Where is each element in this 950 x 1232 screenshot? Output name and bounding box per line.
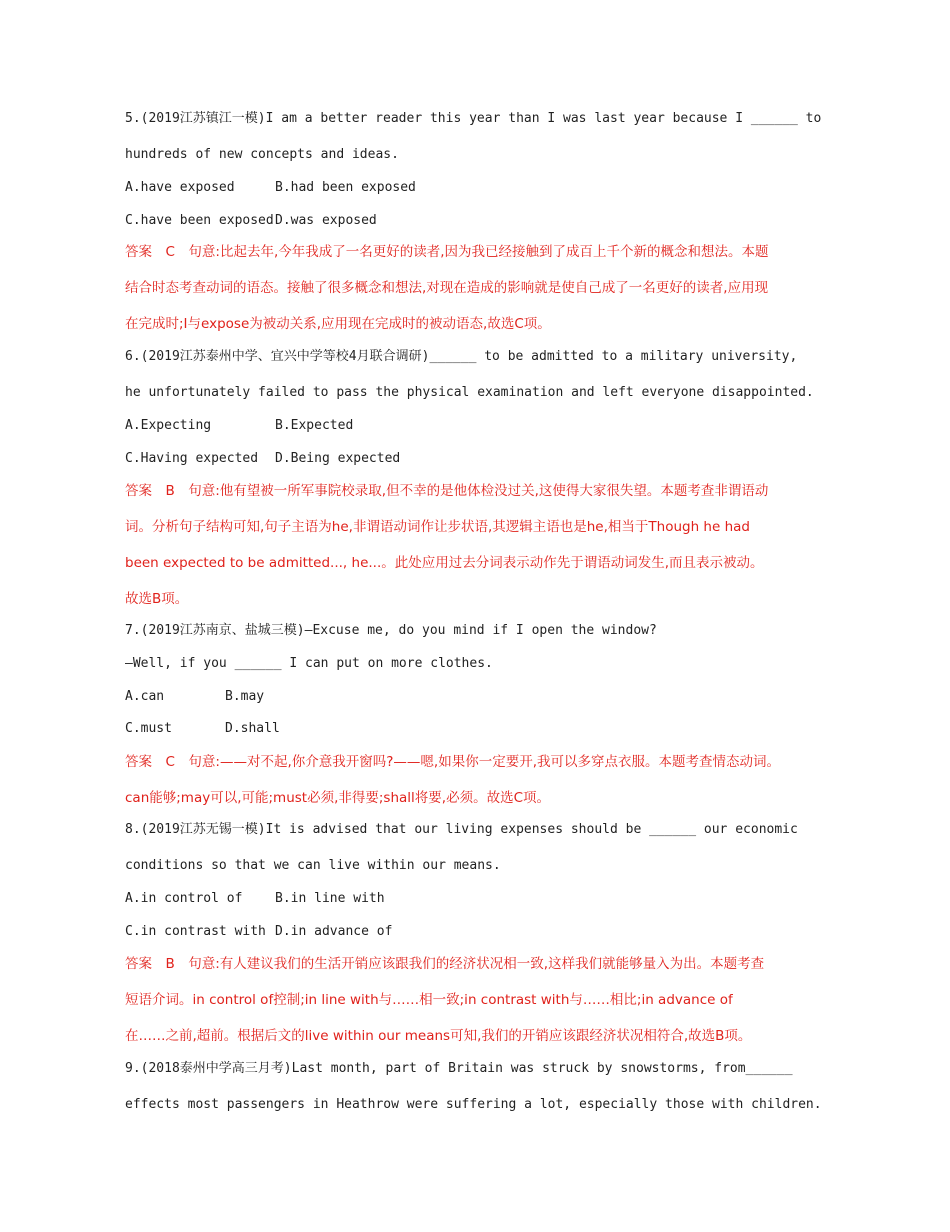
q6-option-c: C.Having expected	[125, 451, 259, 466]
q6-stem-line1: 6.(2019江苏泰州中学、宜兴中学等校4月联合调研)______ to be admitted to a military university,	[125, 349, 798, 364]
q5-answer-line3: 在完成时;I与expose为被动关系,应用现在完成时的被动语态,故选C项。	[125, 316, 551, 332]
q6-stem-line2: he unfortunately failed to pass the physical examination and left everyone disappointed.	[125, 385, 814, 400]
q6-option-b: B.Expected	[275, 418, 354, 433]
q5-answer-line1: 答案 C 句意:比起去年,今年我成了一名更好的读者,因为我已经接触到了成百上千个新的概念和想法。本题	[125, 244, 769, 260]
q6-answer-line4: 故选B项。	[125, 591, 189, 607]
q5-option-d: D.was exposed	[275, 213, 377, 228]
q5-options-row1	[125, 179, 850, 197]
q8-option-d: D.in advance of	[275, 924, 393, 939]
q8-option-b: B.in line with	[275, 891, 385, 906]
q8-answer-line3: 在……之前,超前。根据后文的live within our means可知,我们的开销应该跟经济状况相符合,故选B项。	[125, 1028, 752, 1044]
q8-answer-line2: 短语介词。in control of控制;in line with与……相一致;in contrast with与……相比;in advance of	[125, 992, 733, 1008]
q7-options-row2	[125, 720, 850, 738]
q7-option-c: C.must	[125, 721, 172, 736]
q5-stem-line2: hundreds of new concepts and ideas.	[125, 147, 399, 162]
q5-stem-line1: 5.(2019江苏镇江一模)I am a better reader this year than I was last year because I ______ to	[125, 111, 822, 126]
q6-answer-line1: 答案 B 句意:他有望被一所军事院校录取,但不幸的是他体检没过关,这使得大家很失望。本题考查非谓语动	[125, 483, 769, 499]
q7-answer-line1: 答案 C 句意:——对不起,你介意我开窗吗?——嗯,如果你一定要开,我可以多穿点衣服。本题考查情态动词。	[125, 754, 781, 770]
q9-stem-line2: effects most passengers in Heathrow were suffering a lot, especially those with children.	[125, 1097, 822, 1112]
q7-answer-line2: can能够;may可以,可能;must必须,非得要;shall将要,必须。故选C项。	[125, 790, 551, 806]
q8-answer-line1: 答案 B 句意:有人建议我们的生活开销应该跟我们的经济状况相一致,这样我们就能够量入为出。本题考查	[125, 956, 765, 972]
q6-answer-line3: been expected to be admitted..., he...。此处应用过去分词表示动作先于谓语动词发生,而且表示被动。	[125, 555, 764, 571]
q5-answer-line2: 结合时态考查动词的语态。接触了很多概念和想法,对现在造成的影响就是使自己成了一名更好的读者,应用现	[125, 280, 769, 296]
q6-option-a: A.Expecting	[125, 418, 212, 433]
q8-options-row2	[125, 923, 850, 941]
q8-option-c: C.in contrast with	[125, 924, 266, 939]
q6-answer-line2: 词。分析句子结构可知,句子主语为he,非谓语动词作让步状语,其逻辑主语也是he,相当于Though he had	[125, 519, 750, 535]
q5-options-row2	[125, 212, 850, 230]
q7-option-a: A.can	[125, 689, 165, 704]
q8-stem-line2: conditions so that we can live within our means.	[125, 858, 501, 873]
q8-options-row1	[125, 890, 850, 908]
q8-stem-line1: 8.(2019江苏无锡一模)It is advised that our living expenses should be ______ our economic	[125, 822, 798, 837]
q6-option-d: D.Being expected	[275, 451, 401, 466]
q6-options-row1	[125, 417, 850, 435]
q5-option-b: B.had been exposed	[275, 180, 416, 195]
q7-stem-line1: 7.(2019江苏南京、盐城三模)—Excuse me, do you mind if I open the window?	[125, 623, 657, 638]
q9-stem-line1: 9.(2018泰州中学高三月考)Last month, part of Britain was struck by snowstorms, from______	[125, 1061, 793, 1076]
q5-option-c: C.have been exposed	[125, 213, 274, 228]
q8-option-a: A.in control of	[125, 891, 243, 906]
q7-stem-line2: —Well, if you ______ I can put on more clothes.	[125, 656, 493, 671]
q6-options-row2	[125, 450, 850, 468]
q7-option-d: D.shall	[225, 721, 280, 736]
q5-option-a: A.have exposed	[125, 180, 235, 195]
q7-option-b: B.may	[225, 689, 265, 704]
q7-options-row1	[125, 688, 850, 706]
